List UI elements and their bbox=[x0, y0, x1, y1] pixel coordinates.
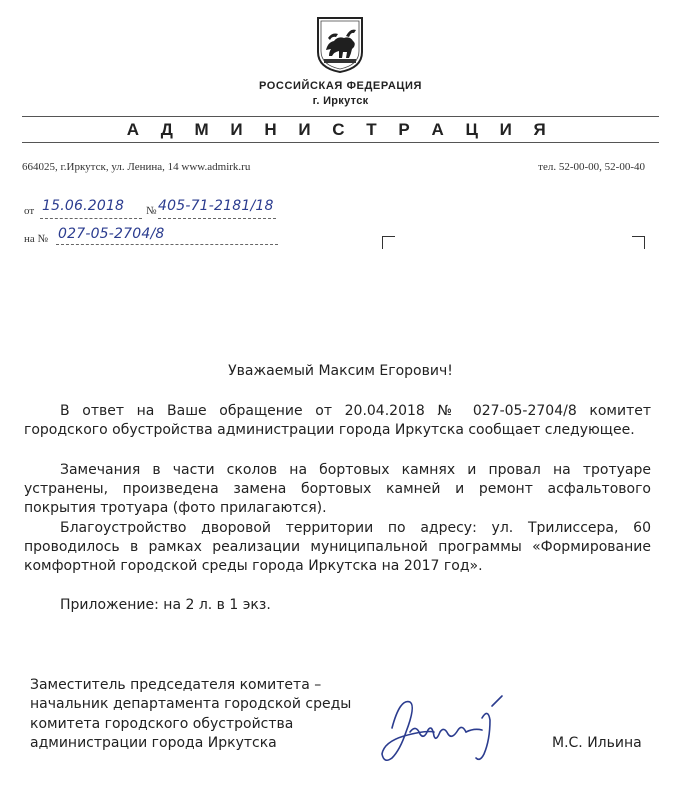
ref-label: на № bbox=[24, 233, 49, 245]
signatory-position-line-3: комитета городского обустройства bbox=[30, 716, 294, 732]
number-label: № bbox=[146, 205, 157, 217]
signatory-position-line-4: администрации города Иркутска bbox=[30, 735, 277, 751]
date-label: от bbox=[24, 205, 35, 217]
date-underline bbox=[40, 218, 142, 219]
handwritten-signature-icon bbox=[370, 688, 530, 768]
signatory-position-line-2: начальник департамента городской среды bbox=[30, 696, 352, 712]
appendix-note: Приложение: на 2 л. в 1 экз. bbox=[60, 597, 271, 613]
irkutsk-coat-of-arms-icon bbox=[316, 16, 364, 74]
organization-phones: тел. 52-00-00, 52-00-40 bbox=[538, 161, 645, 173]
header-divider-bottom bbox=[22, 142, 659, 143]
city-name: г. Иркутск bbox=[312, 95, 369, 107]
signatory-name: М.С. Ильина bbox=[552, 735, 642, 751]
paragraph-2: Замечания в части сколов на бортовых камнях и провал на тротуаре устранены, произведена замена бортовых камней и ремонт асфальтового покрытия тротуара (фото прилагаются). bbox=[24, 462, 651, 516]
country-name: РОССИЙСКАЯ ФЕДЕРАЦИЯ bbox=[258, 80, 423, 92]
organization-title: А Д М И Н И С Т Р А Ц И Я bbox=[126, 120, 555, 139]
number-underline bbox=[158, 218, 276, 219]
greeting: Уважаемый Максим Егорович! bbox=[228, 363, 453, 379]
paragraph-3: Благоустройство дворовой территории по адресу: ул. Трилиссера, 60 проводилось в рамках реализации муниципальной программы «Формирование комфортной городской среды города Иркутска на 2017 год». bbox=[24, 520, 651, 574]
number-value: 405-71-2181/18 bbox=[158, 198, 274, 214]
ref-value: 027-05-2704/8 bbox=[58, 226, 165, 242]
date-value: 15.06.2018 bbox=[42, 198, 125, 214]
signatory-position-line-1: Заместитель председателя комитета – bbox=[30, 677, 322, 693]
address-corner-right bbox=[632, 236, 645, 249]
ref-underline bbox=[56, 244, 278, 245]
header-divider-top bbox=[22, 116, 659, 117]
paragraph-1: В ответ на Ваше обращение от 20.04.2018 № 027-05-2704/8 комитет городского обустройства администрации города Иркутска сообщает следующее. bbox=[24, 403, 651, 438]
address-corner-left bbox=[382, 236, 395, 249]
organization-address: 664025, г.Иркутск, ул. Ленина, 14 www.admirk.ru bbox=[22, 161, 251, 173]
